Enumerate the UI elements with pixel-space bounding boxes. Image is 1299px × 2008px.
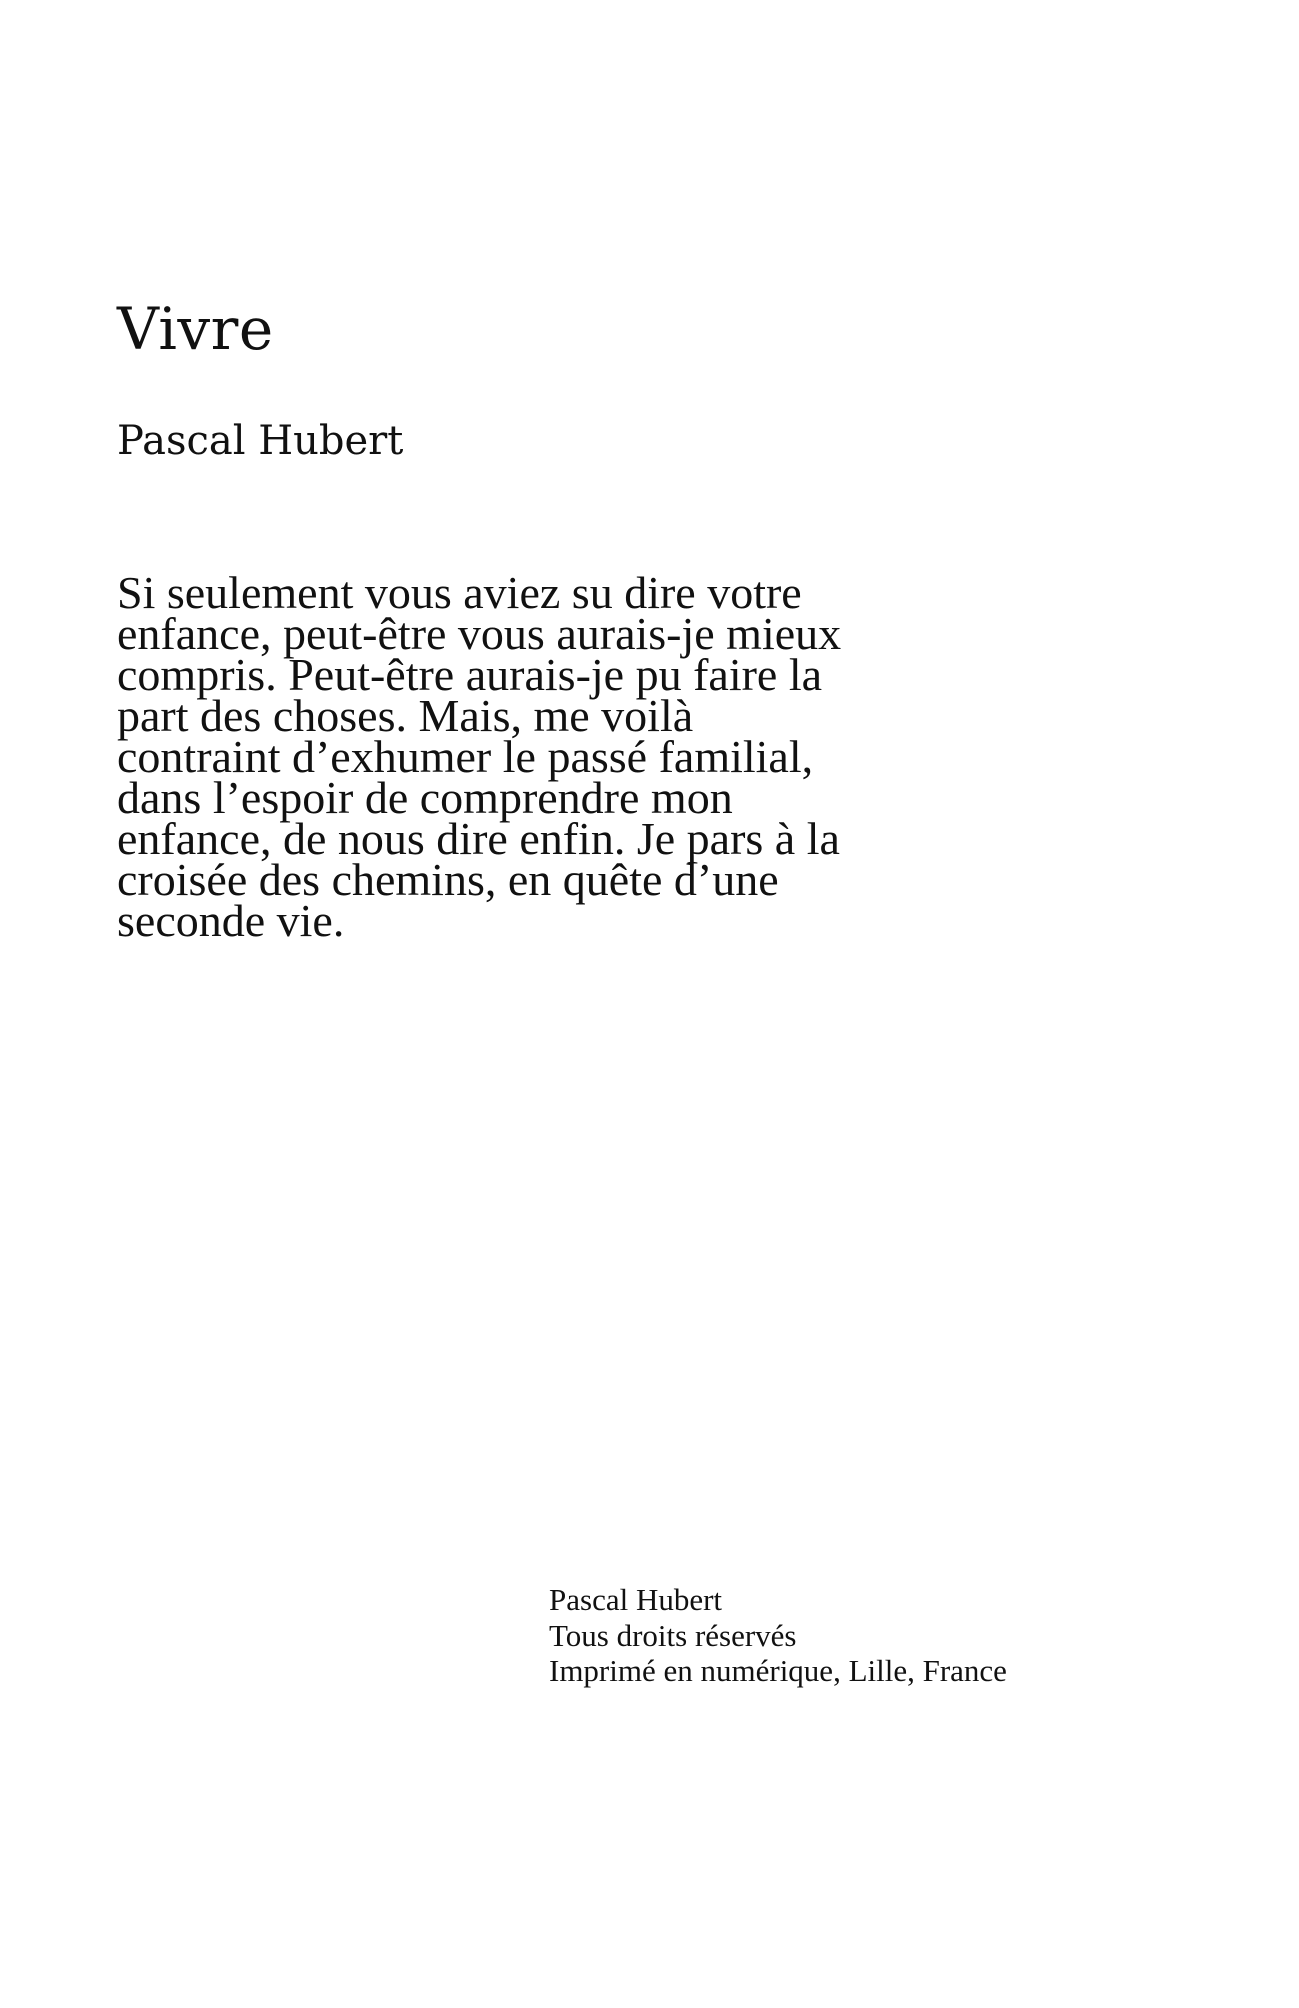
colophon-printed: Imprimé en numérique, Lille, France [549, 1653, 1007, 1688]
colophon-author: Pascal Hubert [549, 1582, 723, 1617]
book-blurb [117, 567, 997, 946]
blurb-line: enfance, peut-être vous aurais-je mieux [117, 608, 842, 659]
blurb-line: contraint d’exhumer le passé familial, [117, 731, 814, 782]
blurb-line: part des choses. Mais, me voilà [117, 690, 694, 741]
blurb-line: compris. Peut-être aurais-je pu faire la [117, 649, 823, 700]
book-title: Vivre [117, 295, 274, 363]
book-author: Pascal Hubert [117, 418, 404, 464]
blurb-line: seconde vie. [117, 895, 345, 946]
blurb-line: croisée des chemins, en quête d’une [117, 854, 779, 905]
blurb-line: dans l’espoir de comprendre mon [117, 772, 733, 823]
blurb-line: enfance, de nous dire enfin. Je pars à la [117, 813, 840, 864]
colophon-rights: Tous droits réservés [549, 1617, 797, 1653]
blurb-line: Si seulement vous aviez su dire votre [117, 567, 802, 618]
colophon [549, 1582, 1007, 1689]
